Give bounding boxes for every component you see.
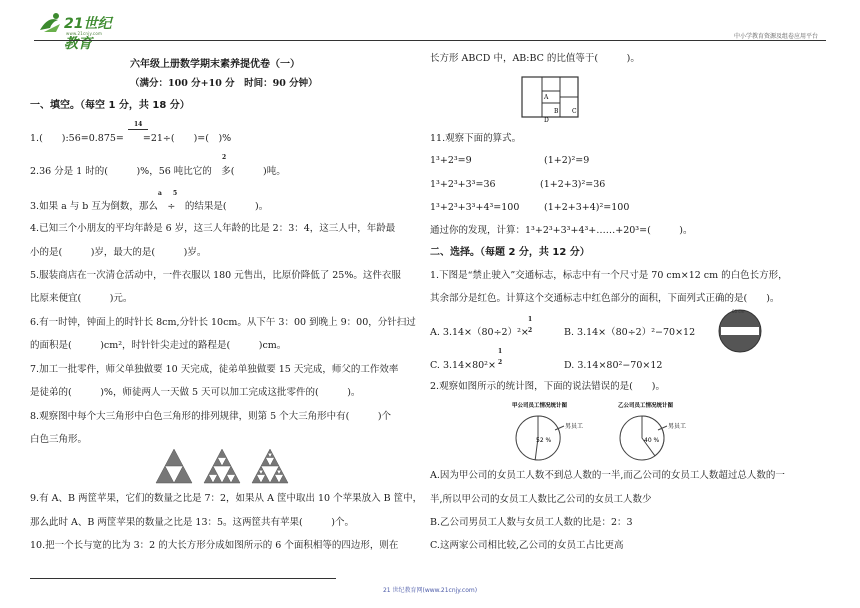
question-6-line-2: 的面积是( )cm²，时针针尖走过的路程是( )cm。 (30, 340, 287, 351)
choice-1-option-c[interactable]: C. 3.14×80²× (430, 360, 496, 371)
equation-3-left: 1³+2³+3³+4³=100 (430, 202, 520, 213)
question-10-line-2: 长方形 ABCD 中，AB:BC 的比值等于( )。 (430, 53, 640, 64)
pie-2-label: 男员工 (668, 423, 687, 430)
paper-subtitle: （满分：100 分+10 分 时间：90 分钟） (130, 78, 318, 89)
question-9-line-1: 9.有 A、B 两筐苹果，它们的数量之比是 7：2，如果从 A 筐中取出 10 个苹果放入 B 筐中， (30, 493, 423, 504)
equation-3-right: (1+2+3+4)²=100 (544, 202, 630, 213)
logo-site: www.21cnjy.com (66, 31, 103, 36)
question-4-line-1: 4.已知三个小朋友的平均年龄是 6 岁，这三人年龄的比是 2：3：4，这三人中，年龄最 (30, 223, 396, 234)
header-platform-text: 中小学教育资源及组卷应用平台 (733, 33, 818, 40)
no-entry-sign-icon (716, 307, 764, 355)
option-c-fraction-num: 1 (498, 348, 503, 355)
question-10-line-1: 10.把一个长与宽的比为 3：2 的大长方形分成如图所示的 6 个面积相等的四边形，则在 (30, 540, 399, 551)
question-11: 11.观察下面的算式。 (430, 133, 522, 144)
pie-1-title: 甲公司员工情况统计图 (512, 403, 568, 409)
option-a-fraction-den: 2 (528, 327, 533, 334)
triangle-1 (156, 449, 192, 483)
choice-1-option-a[interactable]: A. 3.14×（80÷2）²× (430, 327, 529, 338)
triangle-3 (252, 449, 288, 483)
footer-divider (30, 578, 336, 579)
choice-2-option-b[interactable]: B.乙公司男员工人数与女员工人数的比是：2：3 (430, 517, 633, 528)
question-8-line-1: 8.观察图中每个大三角形中白色三角形的排列规律，则第 5 个大三角形中有( )个 (30, 411, 392, 422)
header-divider (34, 40, 826, 41)
question-6-line-1: 6.有一时钟，钟面上的时针长 8cm,分针长 10cm。从下午 3：00 到晚上 9：00，分针扫过 (30, 317, 416, 328)
question-7-line-1: 7.加工一批零件，师父单独做要 10 天完成，徒弟单独做要 15 天完成，师父的工作效率 (30, 364, 399, 375)
pie-1-label: 男员工 (565, 423, 584, 430)
footer-site[interactable]: 21 世纪教育网(www.21cnjy.com) (382, 587, 478, 594)
question-7-line-2: 是徒弟的( )%，师徒两人一天做 5 天可以加工完成这批零件的( )。 (30, 387, 361, 398)
equation-2-left: 1³+2³+3³=36 (430, 179, 496, 190)
section-choice-heading: 二、选择。（每题 2 分，共 12 分） (430, 247, 590, 258)
option-c-fraction-den: 2 (498, 359, 503, 366)
choice-2: 2.观察如图所示的统计图，下面的说法错误的是( )。 (430, 381, 665, 392)
rect-label-d: D (544, 117, 549, 123)
equation-2-right: (1+2+3)²=36 (540, 179, 606, 190)
question-2: 2.36 分是 1 时的( )%，56 吨比它的 多( )吨。 (30, 166, 286, 177)
q2-fraction: 2 (222, 154, 227, 161)
question-5-line-1: 5.服装商店在一次清仓活动中，一件衣服以 180 元售出，比原价降低了 25%。这件衣服 (30, 270, 401, 281)
sierpinski-triangles-figure (154, 445, 304, 485)
q1-fraction-bar (128, 129, 148, 130)
q3-fraction-b: 5 (173, 190, 178, 197)
choice-1-line-1: 1.下图是“禁止驶入”交通标志，标志中有一个尺寸是 70 cm×12 cm 的白色长方形， (430, 270, 788, 281)
question-11-end: 通过你的发现，计算：1³+2³+3³+4³+……+20³=( )。 (430, 225, 693, 236)
question-9-line-2: 那么此时 A、B 两筐苹果的数量之比是 13：5。这两筐共有苹果( )个。 (30, 517, 354, 528)
choice-1-line-2: 其余部分是红色。计算这个交通标志中红色部分的面积，下面列式正确的是( )。 (430, 293, 780, 304)
pie-charts-figure (510, 400, 730, 466)
rect-label-b: B (554, 108, 559, 115)
rectangle-abcd-figure (520, 75, 580, 123)
option-a-fraction-num: 1 (528, 316, 533, 323)
question-4-line-2: 小的是( )岁，最大的是( )岁。 (30, 247, 207, 258)
q1-fraction-numerator: 14 (134, 121, 143, 128)
q3-fraction-a: a (158, 190, 162, 197)
pie-1-percent: 52 % (536, 437, 552, 444)
logo-text: 21世纪教育 (64, 16, 112, 52)
question-1: 1.( ):56=0.875= =21÷( )=( )% (30, 133, 232, 144)
choice-1-option-d[interactable]: D. 3.14×80²−70×12 (564, 360, 663, 371)
choice-2-option-a-line-1[interactable]: A.因为甲公司的女员工人数不到总人数的一半,而乙公司的女员工人数超过总人数的一 (430, 470, 785, 481)
sign-dimension-label: 80 cm (732, 309, 745, 314)
rect-label-a: A (544, 94, 549, 101)
section-fill-heading: 一、填空。（每空 1 分，共 18 分） (30, 100, 190, 111)
question-5-line-2: 比原来便宜( )元。 (30, 293, 133, 304)
question-3: 3.如果 a 与 b 互为倒数，那么 ÷ 的结果是( )。 (30, 201, 269, 212)
choice-2-option-c[interactable]: C.这两家公司相比较,乙公司的女员工占比更高 (430, 540, 624, 551)
site-logo (34, 10, 124, 52)
paper-title: 六年级上册数学期末素养提优卷（一） (130, 59, 300, 70)
rect-label-c: C (572, 108, 577, 115)
equation-1-left: 1³+2³=9 (430, 155, 472, 166)
equation-1-right: (1+2)²=9 (544, 155, 590, 166)
question-8-line-2: 白色三角形。 (30, 434, 88, 445)
pie-2-title: 乙公司员工情况统计图 (618, 403, 674, 409)
triangle-2 (204, 449, 240, 483)
pie-2-percent: 40 % (644, 437, 660, 444)
choice-2-option-a-line-2: 半,所以甲公司的女员工人数比乙公司的女员工人数少 (430, 494, 652, 505)
choice-1-option-b[interactable]: B. 3.14×（80÷2）²−70×12 (564, 327, 696, 338)
